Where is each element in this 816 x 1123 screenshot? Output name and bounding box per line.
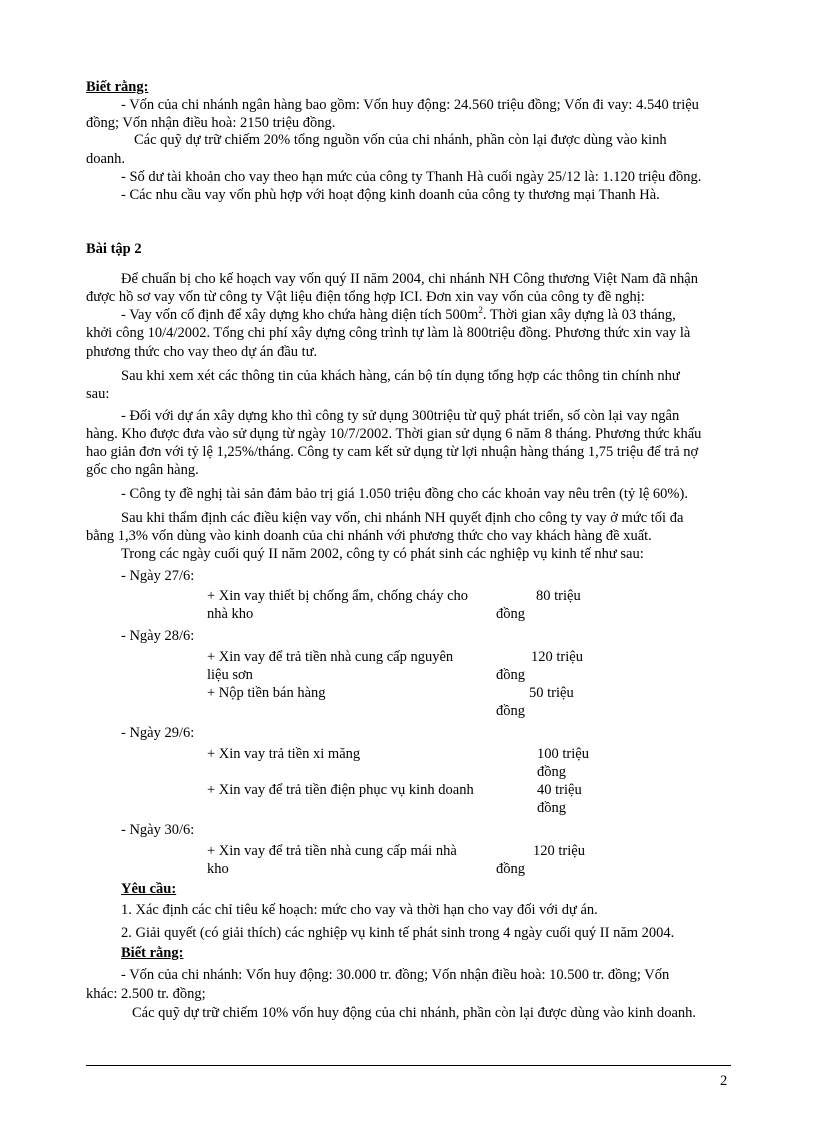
exercise2-para1-line2: được hồ sơ vay vốn từ công ty Vật liệu điện tổng hợp ICI. Đơn xin vay vốn của công ty đề nghị: — [86, 289, 645, 305]
day-29-label: - Ngày 29/6: — [121, 725, 195, 741]
section2-line3: Các quỹ dự trữ chiếm 10% vốn huy động của chi nhánh, phần còn lại được dùng vào kinh doanh. — [132, 1005, 696, 1021]
section1-line2: đồng; Vốn nhận điều hoà: 2150 triệu đồng. — [86, 115, 336, 131]
section2-heading: Biết rằng: — [121, 945, 184, 961]
day-29-item2-amount: 40 triệu — [537, 782, 582, 798]
day-29-item1-amount: 100 triệu — [537, 746, 589, 762]
day-28-item1-line2: liệu sơn — [207, 667, 253, 683]
day-27-item1-unit: đồng — [496, 606, 525, 622]
section1-heading: Biết rằng: — [86, 79, 149, 95]
exercise2-para5: - Công ty đề nghị tài sản đảm bảo trị giá 1.050 triệu đồng cho các khoản vay nêu trên (tỷ lệ 60%). — [121, 486, 688, 502]
day-28-item1-line1: + Xin vay để trả tiền nhà cung cấp nguyên — [207, 649, 454, 665]
exercise2-para4-line3: hao giản đơn với tỷ lệ 1,25%/tháng. Công ty cam kết sử dụng từ lợi nhuận hàng tháng 1,75 triệu để trả nợ — [86, 444, 699, 460]
day-28-item1-unit: đồng — [496, 667, 525, 683]
day-27-item1-line1: + Xin vay thiết bị chống ẩm, chống cháy cho — [207, 588, 469, 604]
exercise2-para4-line4: gốc cho ngân hàng. — [86, 462, 199, 478]
exercise2-para3-line2: sau: — [86, 386, 110, 402]
section1-line5: - Số dư tài khoản cho vay theo hạn mức của công ty Thanh Hà cuối ngày 25/12 là: 1.120 triệu đồng. — [121, 169, 702, 185]
exercise2-para2-line2: khởi công 10/4/2002. Tổng chi phí xây dựng công trình tự làm là 800triệu đồng. Phương thức xin vay là — [86, 325, 691, 341]
section1-line3: Các quỹ dự trữ chiếm 20% tổng nguồn vốn của chi nhánh, phần còn lại được dùng vào kinh — [134, 132, 667, 148]
section1-line6: - Các nhu cầu vay vốn phù hợp với hoạt động kinh doanh của công ty thương mại Thanh Hà. — [121, 187, 660, 203]
day-29-item1: + Xin vay trả tiền xi măng — [207, 746, 361, 762]
exercise2-para1-line1: Để chuẩn bị cho kế hoạch vay vốn quý II năm 2004, chi nhánh NH Công thương Việt Nam đã nhận — [121, 271, 698, 287]
day-29-item2: + Xin vay để trả tiền điện phục vụ kinh doanh — [207, 782, 474, 798]
day-30-item1-unit: đồng — [496, 861, 525, 877]
day-28-item2: + Nộp tiền bán hàng — [207, 685, 326, 701]
exercise2-para7: Trong các ngày cuối quý II năm 2002, công ty có phát sinh các nghiệp vụ kinh tế như sau: — [121, 546, 644, 562]
day-30-item1-line1: + Xin vay để trả tiền nhà cung cấp mái nhà — [207, 843, 457, 859]
day-27-label: - Ngày 27/6: — [121, 568, 195, 584]
day-28-label: - Ngày 28/6: — [121, 628, 195, 644]
day-29-item1-unit: đồng — [537, 764, 566, 780]
day-27-item1-line2: nhà kho — [207, 606, 254, 622]
exercise2-para6-line2: bằng 1,3% vốn dùng vào kinh doanh của chi nhánh với phương thức cho vay khách hàng đề xuất. — [86, 528, 652, 544]
exercise2-para4-line2: hàng. Kho được đưa vào sử dụng từ ngày 10/7/2002. Thời gian sử dụng 6 năm 8 tháng. Phương thức khấu — [86, 426, 702, 442]
section1-line1: - Vốn của chi nhánh ngân hàng bao gồm: Vốn huy động: 24.560 triệu đồng; Vốn đi vay: 4.540 triệu — [121, 97, 699, 113]
exercise2-para2-line3: phương thức cho vay theo dự án đầu tư. — [86, 344, 318, 360]
requirements-heading: Yêu cầu: — [121, 881, 177, 897]
day-30-label: - Ngày 30/6: — [121, 822, 195, 838]
exercise2-title: Bài tập 2 — [86, 241, 142, 257]
section1-line4: doanh. — [86, 151, 126, 167]
day-27-item1-amount: 80 triệu — [536, 588, 581, 604]
exercise2-para2-line1: - Vay vốn cố định để xây dựng kho chứa hàng diện tích $500m^2$. Thời gian xây dựng là 03 tháng, — [121, 305, 676, 323]
section2-line2: khác: 2.500 tr. đồng; — [86, 986, 206, 1002]
day-28-item1-amount: 120 triệu — [531, 649, 583, 665]
page-number: 2 — [720, 1073, 728, 1089]
exercise2-para6-line1: Sau khi thẩm định các điều kiện vay vốn, chi nhánh NH quyết định cho công ty vay ở mức tối đa — [121, 510, 684, 526]
day-28-item2-unit: đồng — [496, 703, 525, 719]
day-28-item2-amount: 50 triệu — [529, 685, 574, 701]
exercise2-para3-line1: Sau khi xem xét các thông tin của khách hàng, cán bộ tín dụng tổng hợp các thông tin chính như — [121, 368, 680, 384]
day-30-item1-amount: 120 triệu — [533, 843, 585, 859]
footer-divider — [86, 1065, 731, 1066]
day-29-item2-unit: đồng — [537, 800, 566, 816]
requirement-1: 1. Xác định các chỉ tiêu kế hoạch: mức cho vay và thời hạn cho vay đối với dự án. — [121, 902, 598, 918]
requirement-2: 2. Giải quyết (có giải thích) các nghiệp vụ kinh tế phát sinh trong 4 ngày cuối quý II năm 2004. — [121, 925, 675, 941]
exercise2-para4-line1: - Đối với dự án xây dựng kho thì công ty sử dụng 300triệu từ quỹ phát triển, số còn lại vay ngân — [121, 408, 680, 424]
day-30-item1-line2: kho — [207, 861, 229, 877]
section2-line1: - Vốn của chi nhánh: Vốn huy động: 30.000 tr. đồng; Vốn nhận điều hoà: 10.500 tr. đồng; Vốn — [121, 967, 670, 983]
